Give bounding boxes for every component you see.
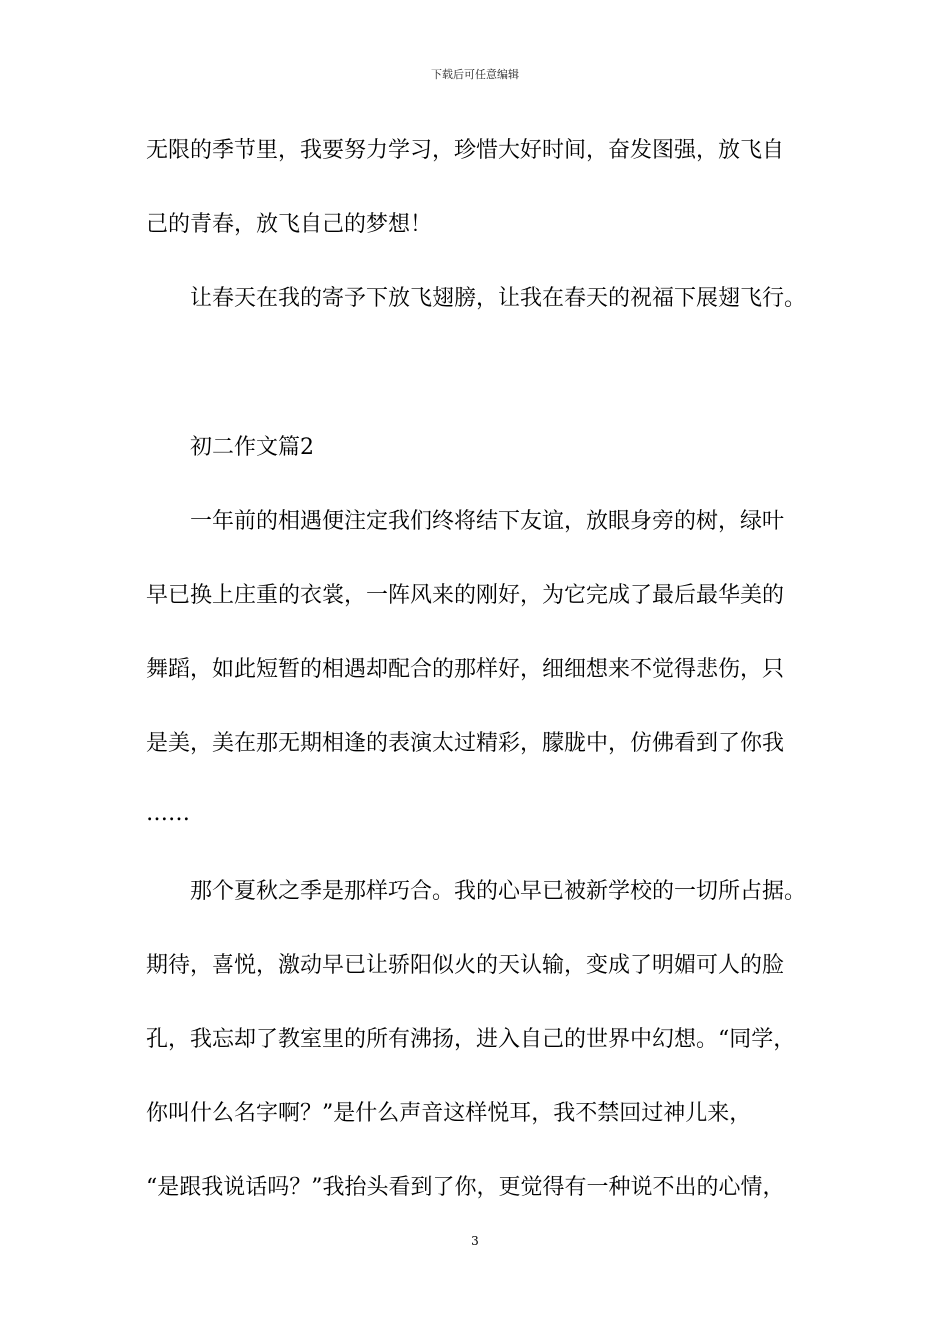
- paragraph-line: 早已换上庄重的衣裳，一阵风来的刚好，为它完成了最后最华美的: [146, 583, 785, 608]
- paragraph-line: 让春天在我的寄予下放飞翅膀，让我在春天的祝福下展翅飞行。: [190, 286, 807, 311]
- paragraph-line: 一年前的相遇便注定我们终将结下友谊，放眼身旁的树，绿叶: [190, 509, 785, 534]
- section-heading: 初二作文篇2: [190, 435, 314, 460]
- page-header: 下载后可任意编辑: [431, 68, 519, 81]
- paragraph-line: 期待，喜悦，激动早已让骄阳似火的天认输，变成了明媚可人的脸: [146, 953, 785, 978]
- paragraph-line: 舞蹈，如此短暂的相遇却配合的那样好，细细想来不觉得悲伤，只: [146, 657, 785, 682]
- page-number: 3: [471, 1234, 479, 1248]
- paragraph-line: 你叫什么名字啊？”是什么声音这样悦耳，我不禁回过神儿来，: [146, 1101, 752, 1126]
- paragraph-line: 己的青春，放飞自己的梦想！: [146, 212, 433, 237]
- paragraph-line: 无限的季节里，我要努力学习，珍惜大好时间，奋发图强，放飞自: [146, 138, 785, 163]
- paragraph-line: “是跟我说话吗？”我抬头看到了你，更觉得有一种说不出的心情，: [146, 1175, 785, 1200]
- paragraph-line: 那个夏秋之季是那样巧合。我的心早已被新学校的一切所占据。: [190, 879, 807, 904]
- paragraph-line: 是美，美在那无期相逢的表演太过精彩，朦胧中，仿佛看到了你我: [146, 731, 785, 756]
- paragraph-line: ……: [146, 801, 190, 826]
- paragraph-line: 孔，我忘却了教室里的所有沸扬，进入自己的世界中幻想。“同学，: [146, 1027, 796, 1052]
